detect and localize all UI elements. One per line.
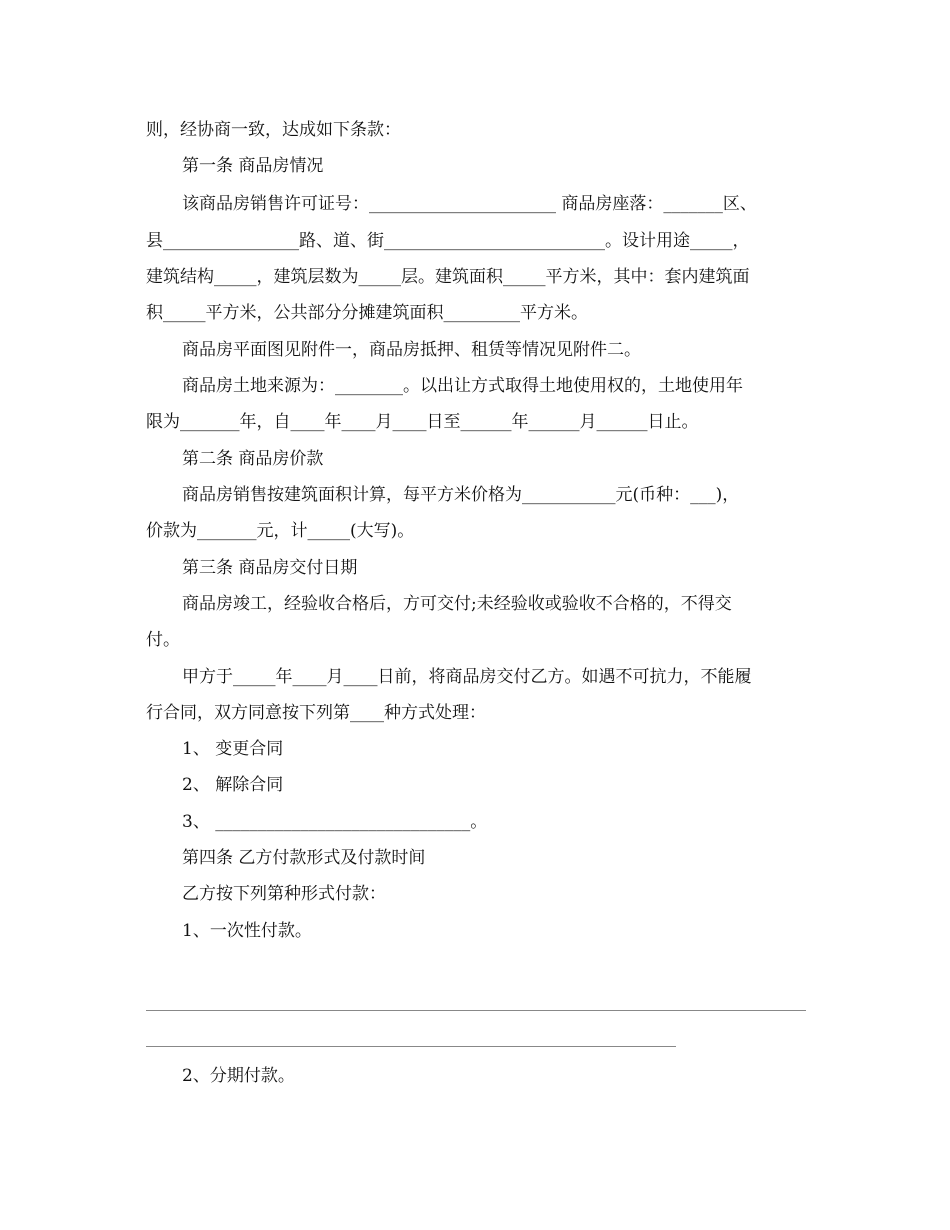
delivery-date-text-line: 甲方于_____年____月____日前，将商品房交付乙方。如遇不可抗力，不能履 [182,667,752,687]
payment-form-text: 乙方按下列第种形式付款： [182,884,386,904]
clause-intro-text: 则，经协商一致，达成如下条款： [146,120,401,140]
payment-option-2: 2、分期付款。 [182,1066,295,1086]
article-2-text-line: 商品房销售按建筑面积计算，每平方米价格为___________元(币种：___)， [182,485,740,505]
blank-rule-line [146,1010,806,1011]
floor-plan-text: 商品房平面图见附件一，商品房抵押、租赁等情况见附件二。 [182,340,641,360]
article-1-text-line: 县________________路、道、街__________________________。设计用途_____， [146,231,750,251]
article-2-heading: 第二条 商品房价款 [182,449,324,469]
delivery-date-text-line: 行合同，双方同意按下列第____种方式处理： [146,703,486,723]
article-4-heading: 第四条 乙方付款形式及付款时间 [182,848,426,868]
land-source-text-line: 商品房土地来源为：________。以出让方式取得土地使用权的，土地使用年 [182,376,743,396]
article-1-text-line: 该商品房销售许可证号：______________________ 商品房座落：_______区、 [182,194,757,214]
article-1-text-line: 积_____平方米，公共部分分摊建筑面积_________平方米。 [146,303,588,323]
land-source-text-line: 限为_______年，自____年____月____日至______年______月______日止。 [146,412,699,432]
article-1-heading: 第一条 商品房情况 [182,156,324,176]
payment-option-1: 1、一次性付款。 [182,921,312,941]
article-3-heading: 第三条 商品房交付日期 [182,558,358,578]
option-2-item: 2、 解除合同 [182,775,284,795]
option-1-item: 1、 变更合同 [182,739,284,759]
option-3-item: 3、 ______________________________。 [182,812,488,832]
article-3-text-line: 付。 [146,630,180,650]
article-3-text-line: 商品房竣工，经验收合格后，方可交付;未经验收或验收不合格的，不得交 [182,594,732,614]
article-1-text-line: 建筑结构_____，建筑层数为_____层。建筑面积_____平方米，其中：套内建筑面 [146,267,750,287]
article-2-text-line: 价款为_______元，计_____(大写)。 [146,521,415,541]
blank-rule-line [146,1046,676,1047]
